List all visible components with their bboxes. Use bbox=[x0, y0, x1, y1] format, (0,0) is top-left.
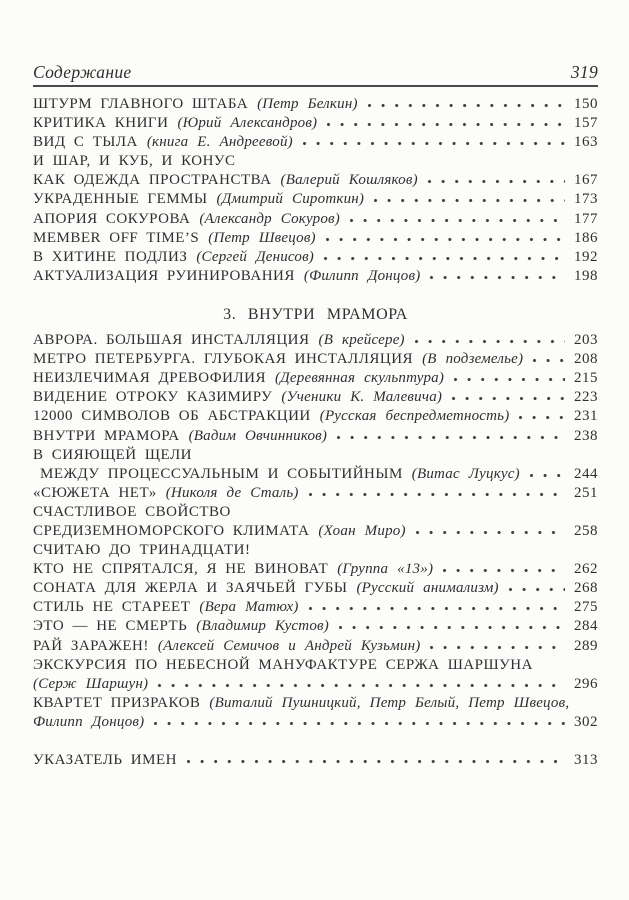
toc-entry-page: 251 bbox=[574, 484, 598, 501]
toc-entry-page: 215 bbox=[574, 370, 598, 387]
folio-page-number: 319 bbox=[570, 62, 598, 82]
toc-entry-title: «СЮЖЕТА НЕТ» bbox=[33, 484, 157, 501]
toc-entry-author: (Русский анимализм) bbox=[356, 580, 499, 597]
toc-entry-page: 244 bbox=[574, 465, 598, 482]
toc-entry bbox=[33, 466, 598, 485]
toc-entry-title: КВАРТЕТ ПРИЗРАКОВ bbox=[33, 694, 201, 711]
toc-entry-page: 231 bbox=[574, 408, 598, 425]
toc-entry-author: (В подземелье) bbox=[422, 351, 524, 368]
toc-entry bbox=[33, 96, 598, 115]
toc-entry bbox=[33, 408, 598, 427]
toc-entry-page: 198 bbox=[574, 267, 598, 284]
toc-entry-page: 192 bbox=[574, 248, 598, 265]
toc-entry-page: 150 bbox=[574, 96, 598, 112]
toc-entry-page: 208 bbox=[574, 351, 598, 368]
dot-leader bbox=[157, 676, 565, 688]
toc-entry-title: СРЕДИЗЕМНОМОРСКОГО КЛИМАТА bbox=[33, 522, 310, 539]
toc-entry-title: ВИД С ТЫЛА bbox=[33, 134, 138, 151]
toc-entry-title: АВРОРА. БОЛЬШАЯ ИНСТАЛЛЯЦИЯ bbox=[33, 332, 310, 349]
header-rule bbox=[33, 85, 598, 87]
toc-entry-page: 262 bbox=[574, 561, 598, 578]
toc-entry-page: 296 bbox=[574, 675, 598, 692]
toc-entry-page: 173 bbox=[574, 191, 598, 208]
toc-entry-title: ВИДЕНИЕ ОТРОКУ КАЗИМИРУ bbox=[33, 389, 273, 406]
dot-leader bbox=[302, 134, 565, 146]
toc-entry bbox=[33, 134, 598, 153]
toc-entry-page: 177 bbox=[574, 210, 598, 227]
toc-entry bbox=[33, 695, 598, 714]
toc-entry-page: 186 bbox=[574, 229, 598, 246]
section-heading: 3. ВНУТРИ МРАМОРА bbox=[223, 305, 408, 323]
toc-entry-author: (Сергей Денисов) bbox=[196, 248, 314, 265]
toc-entry-page: 275 bbox=[574, 599, 598, 616]
toc-entry bbox=[33, 485, 598, 504]
toc-entry-author: (В крейсере) bbox=[318, 332, 405, 349]
toc-entry-author: (Валерий Кошляков) bbox=[280, 172, 418, 189]
dot-leader bbox=[442, 561, 565, 573]
toc-entry-page: 313 bbox=[574, 752, 598, 768]
toc-entry-title: MEMBER OFF TIME’S bbox=[33, 229, 200, 246]
toc-entry-page: 302 bbox=[574, 713, 598, 730]
dot-leader bbox=[518, 408, 565, 420]
toc-entry-author: (Юрий Александров) bbox=[177, 115, 318, 132]
dot-leader bbox=[429, 638, 565, 650]
dot-leader bbox=[326, 115, 565, 127]
toc-entry-title: В СИЯЮЩЕЙ ЩЕЛИ bbox=[33, 446, 192, 463]
toc-entry-author: (Петр Белкин) bbox=[257, 96, 358, 112]
dot-leader bbox=[415, 523, 565, 535]
toc-entry bbox=[33, 211, 598, 230]
dot-leader bbox=[451, 389, 565, 401]
toc-entry-title: СОНАТА ДЛЯ ЖЕРЛА И ЗАЯЧЬЕЙ ГУБЫ bbox=[33, 580, 348, 597]
dot-leader bbox=[338, 618, 565, 630]
toc-entry-page: 289 bbox=[574, 637, 598, 654]
toc-entry-author: (Вадим Овчинников) bbox=[188, 427, 328, 444]
toc-entry bbox=[33, 618, 598, 637]
toc-entry-title: ШТУРМ ГЛАВНОГО ШТАБА bbox=[33, 96, 249, 112]
toc-entry-title: СТИЛЬ НЕ СТАРЕЕТ bbox=[33, 599, 191, 616]
toc-entry-title: МЕТРО ПЕТЕРБУРГА. ГЛУБОКАЯ ИНСТАЛЛЯЦИЯ bbox=[33, 351, 414, 368]
toc-entry-author: (Виталий Пушницкий, Петр Белый, Петр Швецов, bbox=[209, 694, 570, 711]
toc-entry bbox=[33, 561, 598, 580]
toc-entry bbox=[33, 638, 598, 657]
toc-entry-author: (Дмитрий Сироткин) bbox=[216, 191, 365, 208]
toc-entry-page: 258 bbox=[574, 522, 598, 539]
toc-gap bbox=[33, 733, 598, 752]
toc-entry bbox=[33, 115, 598, 134]
dot-leader bbox=[427, 172, 565, 184]
dot-leader bbox=[186, 752, 565, 764]
toc-entry-title: РАЙ ЗАРАЖЕН! bbox=[33, 637, 149, 654]
toc-entry-title: КАК ОДЕЖДА ПРОСТРАНСТВА bbox=[33, 172, 272, 189]
toc-entry-author: (Николя де Сталь) bbox=[165, 484, 299, 501]
toc-entry-title: ЭТО — НЕ СМЕРТЬ bbox=[33, 618, 188, 635]
dot-leader bbox=[153, 714, 565, 726]
toc-entry-author: (Филипп Донцов) bbox=[303, 267, 421, 284]
toc-entry-author: (Витас Луцкус) bbox=[411, 465, 520, 482]
toc-entry bbox=[33, 153, 598, 172]
toc-entry-title: УКАЗАТЕЛЬ ИМЕН bbox=[33, 752, 177, 768]
toc-entry bbox=[33, 523, 598, 542]
toc-entry-author: (Группа «13») bbox=[337, 561, 434, 578]
toc-entry-page: 223 bbox=[574, 389, 598, 406]
dot-leader bbox=[508, 580, 565, 592]
toc-entry-title: ВНУТРИ МРАМОРА bbox=[33, 427, 180, 444]
toc-entry bbox=[33, 249, 598, 268]
dot-leader bbox=[429, 268, 565, 280]
toc-entry-author: (Петр Швецов) bbox=[208, 229, 316, 246]
toc-entry bbox=[33, 580, 598, 599]
toc-entry bbox=[33, 268, 598, 287]
toc-entry-page: 284 bbox=[574, 618, 598, 635]
toc-entry-page: 203 bbox=[574, 332, 598, 349]
toc-entry-author: (Владимир Кустов) bbox=[196, 618, 329, 635]
toc-entry-title: НЕИЗЛЕЧИМАЯ ДРЕВОФИЛИЯ bbox=[33, 370, 266, 387]
toc-entry-author: (Серж Шаршун) bbox=[33, 675, 149, 692]
toc-entry bbox=[33, 599, 598, 618]
dot-leader bbox=[323, 249, 565, 261]
dot-leader bbox=[308, 599, 565, 611]
dot-leader bbox=[532, 351, 565, 363]
toc-entry-author: (Деревянная скульптура) bbox=[274, 370, 445, 387]
dot-leader bbox=[367, 96, 565, 108]
toc-entry-author: (книга Е. Андреевой) bbox=[146, 134, 293, 151]
toc-entry-author: (Вера Матюх) bbox=[199, 599, 299, 616]
toc-entry-page: 268 bbox=[574, 580, 598, 597]
dot-leader bbox=[453, 370, 565, 382]
toc-entry bbox=[33, 542, 598, 561]
toc-entry-title: МЕЖДУ ПРОЦЕССУАЛЬНЫМ И СОБЫТИЙНЫМ bbox=[40, 465, 403, 482]
toc-entry-title: СЧИТАЮ ДО ТРИНАДЦАТИ! bbox=[33, 542, 251, 559]
dot-leader bbox=[414, 332, 565, 344]
toc-entry-author: (Хоан Миро) bbox=[318, 522, 406, 539]
toc-entry-title: И ШАР, И КУБ, И КОНУС bbox=[33, 153, 236, 170]
running-title: Содержание bbox=[33, 62, 132, 82]
toc-entry-author: (Александр Сокуров) bbox=[199, 210, 340, 227]
toc-entry bbox=[33, 332, 598, 351]
toc-entry bbox=[33, 447, 598, 466]
toc-entry-author: (Русская беспредметность) bbox=[319, 408, 510, 425]
toc-entry-title: АКТУАЛИЗАЦИЯ РУИНИРОВАНИЯ bbox=[33, 267, 295, 284]
toc-entry bbox=[33, 370, 598, 389]
toc-entry-page: 157 bbox=[574, 115, 598, 132]
dot-leader bbox=[349, 211, 565, 223]
running-head bbox=[33, 62, 598, 83]
toc-list bbox=[33, 96, 598, 771]
toc-entry-page: 238 bbox=[574, 427, 598, 444]
toc-entry-title: УКРАДЕННЫЕ ГЕММЫ bbox=[33, 191, 208, 208]
toc-entry-title: 12000 СИМВОЛОВ ОБ АБСТРАКЦИИ bbox=[33, 408, 311, 425]
toc-entry-author: (Алексей Семичов и Андрей Кузьмин) bbox=[157, 637, 421, 654]
toc-entry-author: (Ученики К. Малевича) bbox=[281, 389, 443, 406]
toc-entry bbox=[33, 428, 598, 447]
dot-leader bbox=[325, 230, 565, 242]
toc-entry bbox=[33, 351, 598, 370]
toc-entry-page: 163 bbox=[574, 134, 598, 151]
toc-entry bbox=[33, 657, 598, 676]
toc-entry bbox=[33, 714, 598, 733]
toc-entry-title: СЧАСТЛИВОЕ СВОЙСТВО bbox=[33, 503, 231, 520]
dot-leader bbox=[373, 191, 565, 203]
toc-entry bbox=[33, 389, 598, 408]
toc-entry-title: АПОРИЯ СОКУРОВА bbox=[33, 210, 191, 227]
toc-entry bbox=[33, 752, 598, 771]
toc-entry-page: 167 bbox=[574, 172, 598, 189]
toc-entry bbox=[33, 191, 598, 210]
toc-entry-title: КРИТИКА КНИГИ bbox=[33, 115, 169, 132]
toc-entry bbox=[33, 504, 598, 523]
toc-entry-title: КТО НЕ СПРЯТАЛСЯ, Я НЕ ВИНОВАТ bbox=[33, 561, 329, 578]
toc-entry-title: В ХИТИНЕ ПОДЛИЗ bbox=[33, 248, 188, 265]
toc-entry bbox=[33, 230, 598, 249]
toc-entry-title: ЭКСКУРСИЯ ПО НЕБЕСНОЙ МАНУФАКТУРЕ СЕРЖА ШАРШУНА bbox=[33, 656, 533, 673]
toc-entry-author: Филипп Донцов) bbox=[33, 713, 145, 730]
toc-entry bbox=[33, 676, 598, 695]
dot-leader bbox=[308, 485, 565, 497]
toc-entry bbox=[33, 172, 598, 191]
dot-leader bbox=[336, 428, 565, 440]
dot-leader bbox=[529, 466, 565, 478]
